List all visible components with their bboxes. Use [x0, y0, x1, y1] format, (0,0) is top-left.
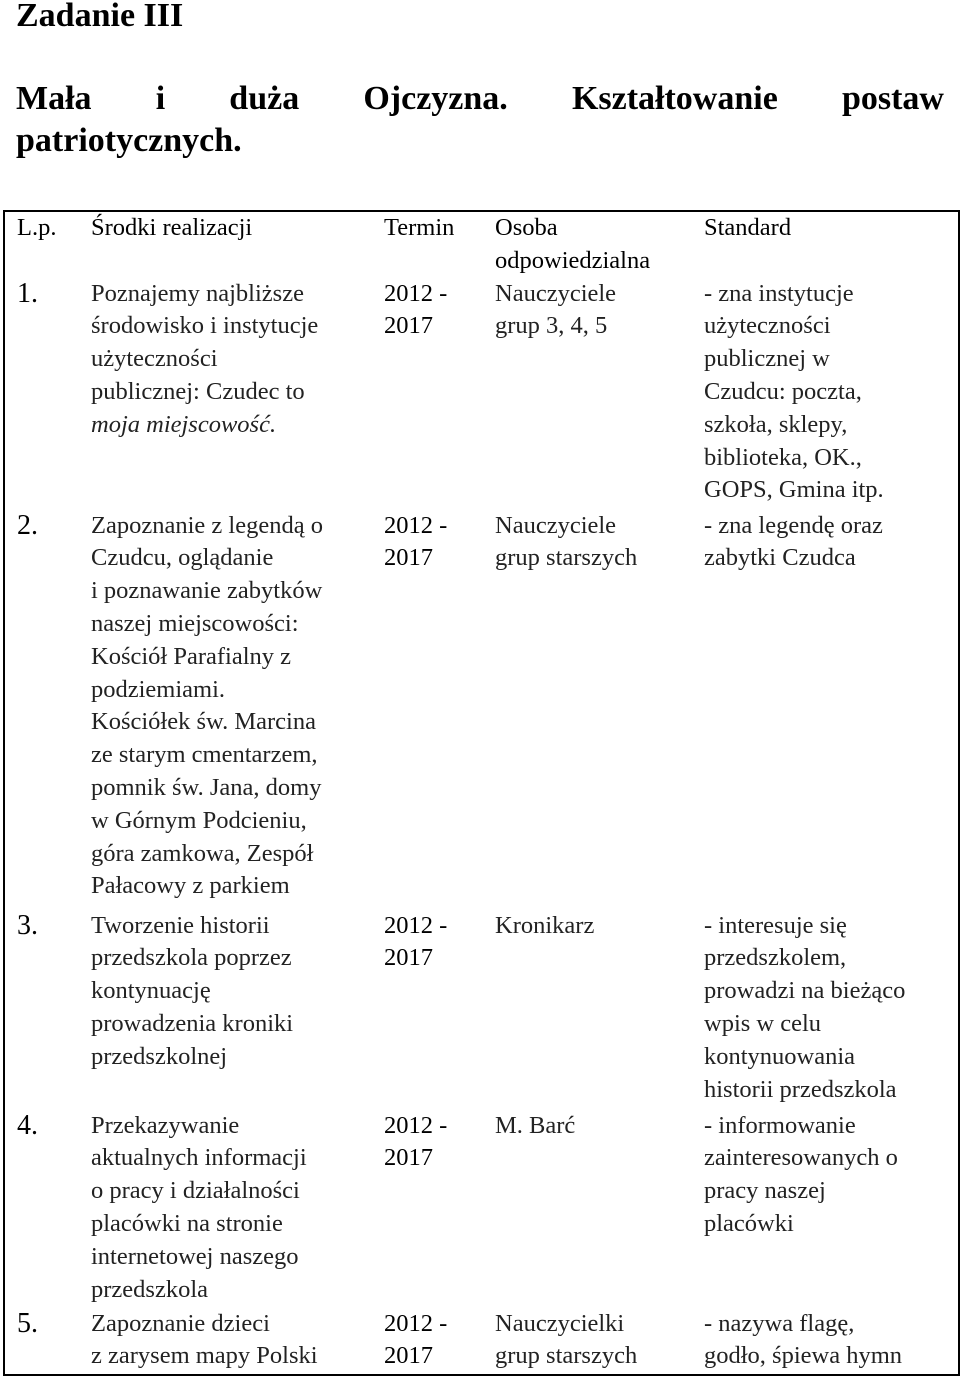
table-header-row — [4, 211, 959, 278]
subtitle-word: Mała — [16, 80, 92, 117]
header-lp: L.p. — [4, 211, 85, 278]
row-termin: 2012 - 2017 — [378, 1308, 489, 1375]
table-row — [4, 1110, 959, 1308]
row-number: 3. — [4, 910, 85, 1110]
subtitle-word: postaw — [841, 80, 944, 117]
row-number: 5. — [4, 1308, 85, 1375]
section-subtitle-line1 — [16, 79, 944, 119]
section-subtitle-line2: patriotycznych. — [16, 122, 242, 159]
row-osoba: Kronikarz — [495, 911, 595, 939]
row-osoba: Nauczyciele grup 3, 4, 5 — [495, 279, 617, 340]
row-osoba: Nauczycielki grup starszych — [489, 1308, 698, 1375]
row-srodki: Tworzenie historii przedszkola poprzez kontynuację prowadzenia kroniki przedszkolnej — [91, 911, 294, 1070]
row-termin: 2012 - 2017 — [384, 911, 448, 972]
header-standard: Standard — [698, 211, 959, 278]
subtitle-word: i — [155, 80, 166, 117]
header-srodki: Środki realizacji — [85, 211, 378, 278]
header-osoba: Osoba odpowiedzialna — [489, 211, 698, 278]
row-osoba: Nauczyciele grup starszych — [495, 511, 638, 572]
row-number: 2. — [4, 510, 85, 910]
header-termin: Termin — [378, 211, 489, 278]
row-srodki: Przekazywanie aktualnych informacji o pracy i działalności placówki na stronie internetowej naszego przedszkola — [91, 1111, 307, 1303]
table-row — [4, 510, 959, 910]
row-standard: - informowanie zainteresowanych o pracy naszej placówki — [698, 1110, 959, 1308]
row-srodki: Zapoznanie dzieci z zarysem mapy Polski — [85, 1308, 378, 1375]
subtitle-word: duża — [229, 80, 300, 117]
table-row — [4, 278, 959, 510]
row-number: 1. — [4, 278, 85, 510]
row-standard: - interesuje się przedszkolem, prowadzi na bieżąco wpis w celu kontynuowania historii przedszkola — [698, 910, 959, 1110]
row-standard: - zna legendę oraz zabytki Czudca — [698, 510, 959, 910]
plan-table — [3, 210, 960, 1376]
subtitle-word: Ojczyzna. — [363, 80, 508, 117]
row-srodki: Poznajemy najbliższe środowisko i instytucje użyteczności publicznej: Czudec to moja miejscowość. — [91, 279, 319, 438]
row-termin: 2012 - 2017 — [384, 511, 448, 572]
row-osoba: M. Barć — [495, 1111, 576, 1139]
row-number: 4. — [4, 1110, 85, 1308]
row-termin: 2012 - 2017 — [384, 279, 448, 340]
row-termin: 2012 - 2017 — [384, 1111, 448, 1172]
subtitle-word: Kształtowanie — [571, 80, 778, 117]
table-row — [4, 1308, 959, 1375]
row-standard: - nazywa flagę, godło, śpiewa hymn — [698, 1308, 959, 1375]
row-standard: - zna instytucje użyteczności publicznej w Czudcu: poczta, szkoła, sklepy, biblioteka, OK., GOPS, Gmina itp. — [698, 278, 959, 510]
table-row — [4, 910, 959, 1110]
section-title: Zadanie III — [16, 0, 184, 34]
row-srodki: Zapoznanie z legendą o Czudcu, oglądanie i poznawanie zabytków naszej miejscowości: Kościół Parafialny z podziemiami. Kościółek św. Marcina ze starym cmentarzem, pomnik św. Jana, domy w Górnym Podcieniu, góra zamkowa, Zespół Pałacowy z parkiem — [91, 511, 323, 900]
